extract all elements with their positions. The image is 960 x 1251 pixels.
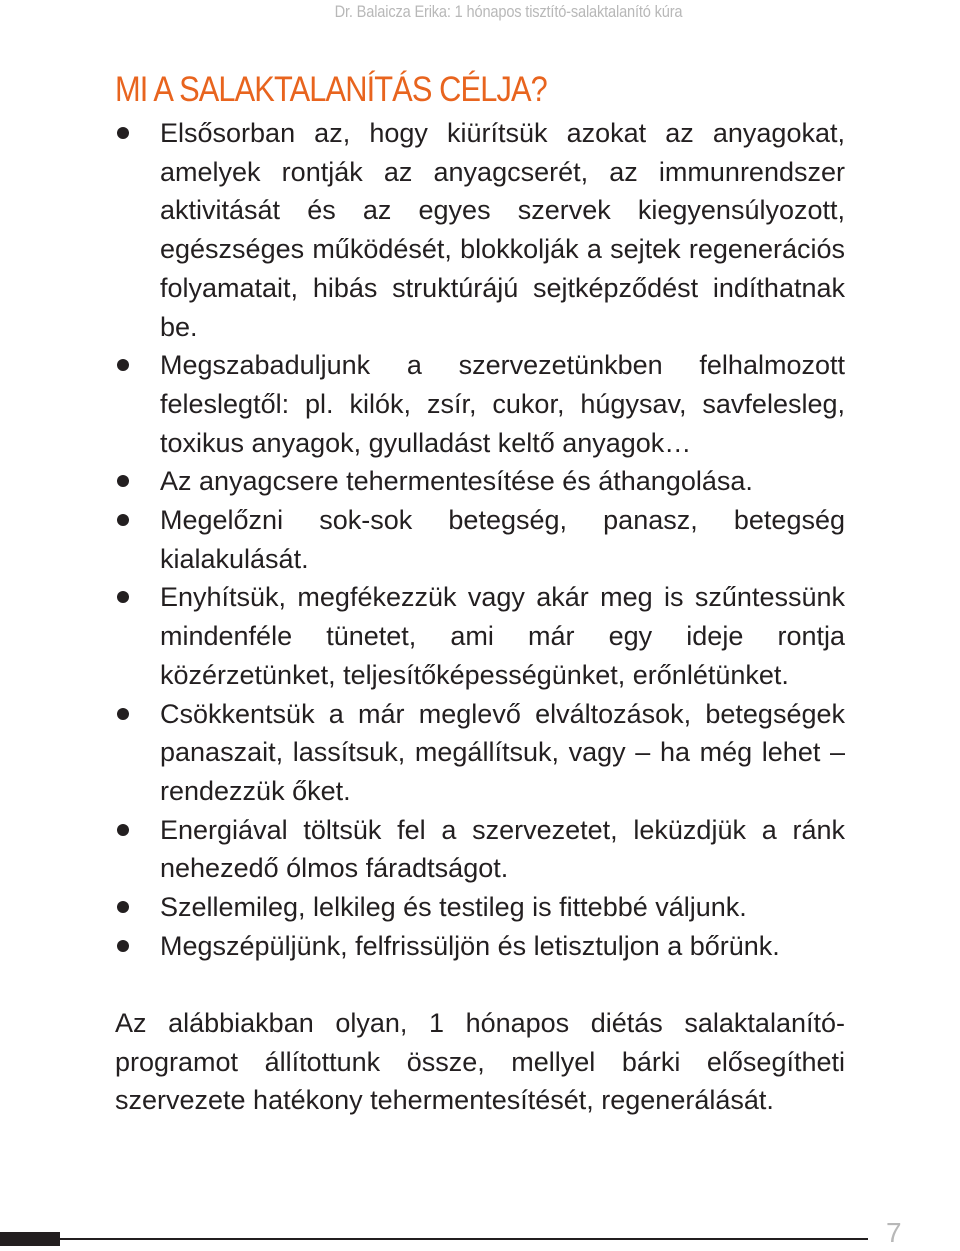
list-item-text: Enyhítsük, megfékezzük vagy akár meg is szűntessünk mindenféle tünetet, ami már egy ideje rontja közérzetünket, teljesítőképességünket, erőnlétünket. [160, 582, 845, 690]
bullet-icon [117, 359, 129, 371]
list-item-text: Elsősorban az, hogy kiürítsük azokat az anyagokat, amelyek rontják az anyagcserét, az immunrendszer aktivitását és az egyes szervek kiegyensúlyozott, egészséges működését, blokkolják a sejtek regenerációs folyamatait, hibás struktúrájú sejtképződést indíthatnak be. [160, 118, 845, 342]
bullet-icon [117, 127, 129, 139]
bullet-icon [117, 901, 129, 913]
bullet-icon [117, 591, 129, 603]
list-item-text: Megszépüljünk, felfrissüljön és letisztuljon a bőrünk. [160, 930, 780, 961]
list-item [115, 927, 845, 966]
list-item [115, 462, 845, 501]
list-item-text: Energiával töltsük fel a szervezetet, leküzdjük a ránk nehezedő ólmos fáradtságot. [160, 814, 845, 884]
list-item [115, 888, 845, 927]
running-header: Dr. Balaicza Erika: 1 hónapos tisztító-salaktalanító kúra [334, 2, 682, 21]
goal-list [115, 114, 845, 965]
list-item-text: Az anyagcsere tehermentesítése és áthangolása. [160, 466, 753, 497]
closing-paragraph: Az alábbiakban olyan, 1 hónapos diétás salaktalanító-programot állítottunk össze, mellyel bárki elősegítheti szervezete hatékony tehermentesítését, regenerálását. [115, 1008, 845, 1116]
footer-bar [0, 1232, 60, 1246]
list-item [115, 114, 845, 346]
list-item [115, 346, 845, 462]
list-item [115, 695, 845, 811]
list-item-text: Szellemileg, lelkileg és testileg is fittebbé váljunk. [160, 892, 747, 923]
bullet-icon [117, 708, 129, 720]
bullet-icon [117, 824, 129, 836]
section-title: MI A SALAKTALANÍTÁS CÉLJA? [115, 70, 547, 109]
list-item-text: Megelőzni sok-sok betegség, panasz, betegség kialakulását. [160, 505, 845, 574]
page-number: 7 [886, 1217, 902, 1248]
bullet-icon [117, 514, 129, 526]
list-item [115, 811, 845, 888]
list-item [115, 501, 845, 578]
list-item [115, 578, 845, 694]
bullet-icon [117, 940, 129, 952]
bullet-icon [117, 475, 129, 487]
list-item-text: Csökkentsük a már meglevő elváltozások, betegségek panaszait, lassítsuk, megállítsuk, vagy – ha még lehet – rendezzük őket. [160, 698, 845, 806]
footer-rule [60, 1238, 868, 1240]
list-item-text: Megszabaduljunk a szervezetünkben felhalmozott feleslegtől: pl. kilók, zsír, cukor, húgysav, savfelesleg, toxikus anyagok, gyulladást keltő anyagok… [160, 350, 845, 458]
